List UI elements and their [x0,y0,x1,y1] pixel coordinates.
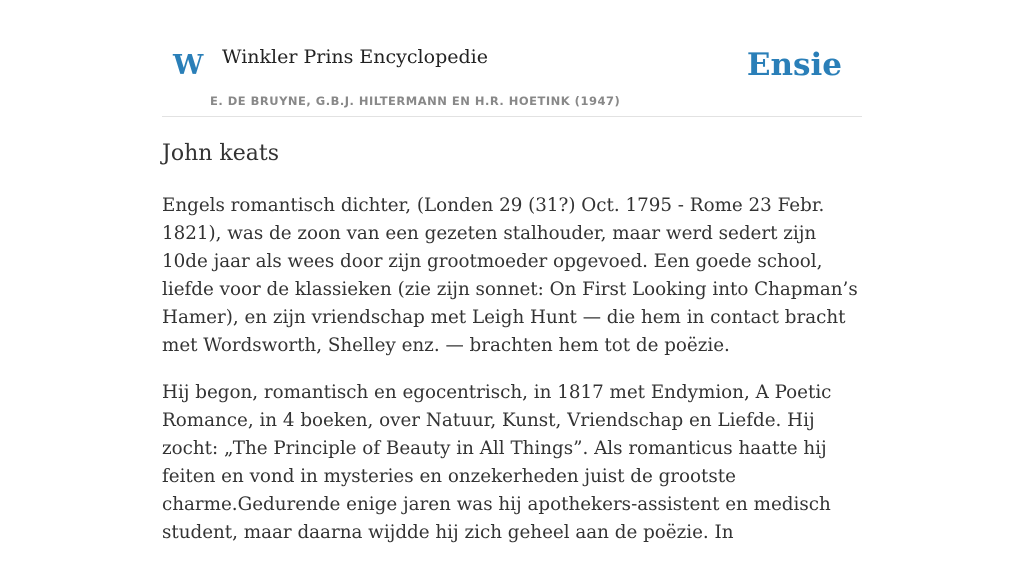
source-authors: E. DE BRUYNE, G.B.J. HILTERMANN EN H.R. HOETINK (1947) [210,94,621,108]
article-paragraph: Hij begon, romantisch en egocentrisch, in 1817 met Endymion, A Poetic Romance, in 4 boeken, over Natuur, Kunst, Vriendschap en Liefde. Hij zocht: „The Principle of Beauty in All Things”. Als romanticus haatte hij feiten en vond in mysteries en onzekerheden juist de grootste charme.Gedurende enige jaren was hij apothekers-assistent en medisch student, maar daarna wijdde hij zich geheel aan de poëzie. In [162,382,832,543]
site-header [162,0,862,117]
article-title: John keats [162,141,279,166]
article-body [162,192,862,566]
article-paragraph: Engels romantisch dichter, (Londen 29 (31?) Oct. 1795 - Rome 23 Febr. 1821), was de zoon van een gezeten stalhouder, maar werd sedert zijn 10de jaar als wees door zijn grootmoeder opgevoed. Een goede school, liefde voor de klassieken (zie zijn sonnet: On First Looking into Chapman’s Hamer), en zijn vriendschap met Leigh Hunt — die hem in contact bracht met Wordsworth, Shelley enz. — brachten hem tot de poëzie. [162,195,858,356]
winkler-prins-logo-icon[interactable]: W [173,50,204,81]
ensie-logo[interactable]: Ensie [746,47,842,83]
source-title[interactable]: Winkler Prins Encyclopedie [222,46,488,68]
